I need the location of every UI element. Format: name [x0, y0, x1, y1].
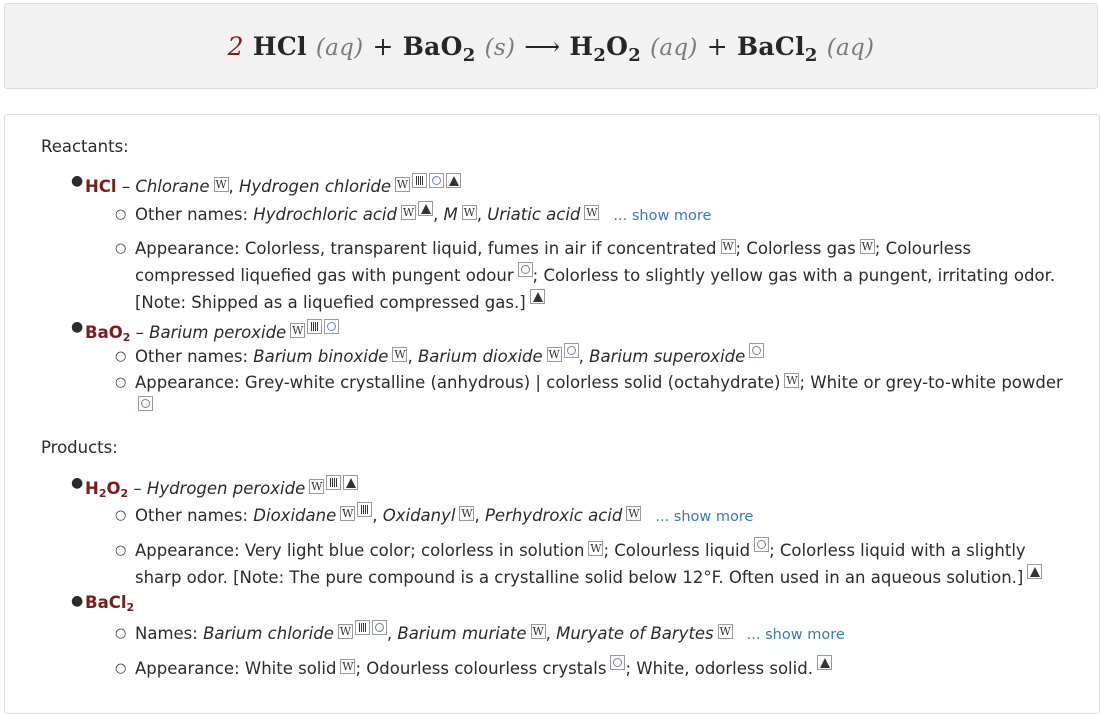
- chemical-equation: [227, 31, 875, 66]
- bacl2-appearance: ○ Appearance: White solidW ; Odourless colourless crystals ; White, odorless solid.: [115, 655, 1075, 682]
- chemspider-icon[interactable]: [518, 262, 533, 277]
- wikipedia-icon[interactable]: [395, 177, 410, 192]
- plus-sign: +: [372, 31, 394, 61]
- wikidata-barcode-icon[interactable]: [326, 475, 341, 490]
- chemspider-icon[interactable]: [754, 537, 769, 552]
- niosh-icon[interactable]: [418, 201, 433, 216]
- circle-bullet: ○: [115, 241, 127, 256]
- circle-bullet: ○: [115, 349, 127, 364]
- compound-bacl2: [71, 593, 134, 614]
- wikipedia-icon[interactable]: [338, 624, 353, 639]
- equation-box: [4, 3, 1098, 89]
- wikipedia-icon[interactable]: [626, 506, 641, 521]
- state-bacl2: (aq): [826, 34, 875, 61]
- circle-bullet: ○: [115, 661, 127, 676]
- bao2-other-names: ○ Other names: Barium binoxideW , Barium dioxideW , Barium superoxide: [115, 343, 1075, 370]
- wikipedia-icon[interactable]: [718, 624, 733, 639]
- niosh-icon[interactable]: [530, 289, 545, 304]
- compound-h2o2: ● $H_2O_2$ – Hydrogen peroxideW: [71, 475, 358, 500]
- circle-bullet: ○: [115, 207, 127, 222]
- coefficient: 2: [227, 31, 244, 61]
- niosh-icon[interactable]: [343, 475, 358, 490]
- bullet: ●: [71, 475, 84, 491]
- wikidata-barcode-icon[interactable]: [357, 502, 372, 517]
- chemspider-icon[interactable]: [564, 343, 579, 358]
- wikipedia-icon[interactable]: [721, 239, 736, 254]
- wikipedia-icon[interactable]: [214, 177, 229, 192]
- wikipedia-icon[interactable]: [531, 624, 546, 639]
- hcl-appearance: ○ Appearance: Colorless, transparent liquid, fumes in air if concentratedW ; Colorless gasW ; Colourless compressed liquefied gas with pungent odour ; Colorless to slightly yellow gas with a pungent, irritating odor. [Note: Shipped as a liquefied compressed gas.]: [115, 235, 1065, 316]
- wikipedia-icon[interactable]: [392, 347, 407, 362]
- product-bacl2: BaCl$_2$: [736, 31, 818, 66]
- details-panel: [4, 114, 1100, 714]
- hcl-other-names: ○ Other names: Hydrochloric acidW , MW , Uriatic acidW ... show more: [115, 201, 1075, 230]
- wikidata-barcode-icon[interactable]: [355, 620, 370, 635]
- reactant-bao2: BaO$_2$: [402, 31, 476, 66]
- wikipedia-icon[interactable]: [290, 323, 305, 338]
- wikidata-barcode-icon[interactable]: [412, 173, 427, 188]
- wikipedia-icon[interactable]: [784, 373, 799, 388]
- wikipedia-icon[interactable]: [401, 205, 416, 220]
- product-h2o2: $H_2O_2$: [569, 31, 642, 66]
- circle-bullet: ○: [115, 543, 127, 558]
- circle-bullet: ○: [115, 508, 127, 523]
- wikipedia-icon[interactable]: [588, 541, 603, 556]
- chemspider-icon[interactable]: [610, 655, 625, 670]
- plus-sign-2: +: [706, 31, 728, 61]
- bullet: ●: [71, 319, 84, 335]
- chemspider-icon[interactable]: [749, 343, 764, 358]
- name-hydrogen-peroxide: Hydrogen peroxide: [146, 479, 306, 498]
- niosh-icon[interactable]: [1027, 564, 1042, 579]
- circle-bullet: ○: [115, 375, 127, 390]
- formula-bao2[interactable]: BaO$_2$: [85, 323, 131, 344]
- reaction-arrow: ⟶: [524, 31, 561, 61]
- name-barium-peroxide: Barium peroxide: [149, 323, 287, 342]
- wikidata-barcode-icon[interactable]: [307, 319, 322, 334]
- reactant-hcl: HCl: [252, 31, 307, 61]
- show-more-link[interactable]: ... show more: [655, 509, 754, 525]
- circle-bullet: ○: [115, 626, 127, 641]
- state-hcl: (aq): [315, 34, 364, 61]
- name-hydrogen-chloride: Hydrogen chloride: [239, 177, 392, 196]
- niosh-icon[interactable]: [817, 655, 832, 670]
- wikipedia-icon[interactable]: [340, 659, 355, 674]
- bao2-appearance: ○ Appearance: Grey-white crystalline (anhydrous) | colorless solid (octahydrate)W ; White or grey-to-white powder: [115, 369, 1075, 423]
- h2o2-other-names: ○ Other names: DioxidaneW , OxidanylW , Perhydroxic acidW ... show more: [115, 502, 1075, 531]
- bacl2-names: ○ Names: Barium chlorideW , Barium muriateW , Muryate of BarytesW ... show more: [115, 620, 1075, 649]
- chemspider-icon[interactable]: [372, 620, 387, 635]
- bullet: ●: [71, 173, 84, 189]
- wikipedia-icon[interactable]: [309, 479, 324, 494]
- niosh-icon[interactable]: [446, 173, 461, 188]
- chemspider-icon[interactable]: [138, 396, 153, 411]
- show-more-link[interactable]: ... show more: [613, 208, 712, 224]
- formula-h2o2[interactable]: $H_2O_2$: [85, 479, 129, 500]
- show-more-link[interactable]: ... show more: [746, 627, 845, 643]
- chemspider-icon[interactable]: [324, 319, 339, 334]
- wikipedia-icon[interactable]: [462, 205, 477, 220]
- state-h2o2: (aq): [650, 34, 698, 61]
- wikipedia-icon[interactable]: [340, 506, 355, 521]
- formula-hcl[interactable]: HCl: [85, 177, 117, 196]
- wikipedia-icon[interactable]: [860, 239, 875, 254]
- bullet: ●: [71, 593, 84, 609]
- reactants-heading: Reactants:: [41, 137, 129, 156]
- wikipedia-icon[interactable]: [459, 506, 474, 521]
- chemspider-icon[interactable]: [429, 173, 444, 188]
- compound-bao2: ● BaO$_2$ – Barium peroxideW: [71, 319, 339, 344]
- products-heading: Products:: [41, 438, 118, 457]
- wikipedia-icon[interactable]: [584, 205, 599, 220]
- compound-hcl: ● HCl – ChloraneW , Hydrogen chlorideW: [71, 173, 461, 196]
- formula-bacl2[interactable]: BaCl$_2$: [85, 593, 135, 614]
- h2o2-appearance: ○ Appearance: Very light blue color; colorless in solutionW ; Colourless liquid ; Colorless liquid with a slightly sharp odor. [Note: The pure compound is a crystalline solid below 12°F. Often used in an aqueous solution.]: [115, 537, 1055, 591]
- wikipedia-icon[interactable]: [547, 347, 562, 362]
- state-bao2: (s): [484, 34, 516, 61]
- name-chlorane: Chlorane: [135, 177, 210, 196]
